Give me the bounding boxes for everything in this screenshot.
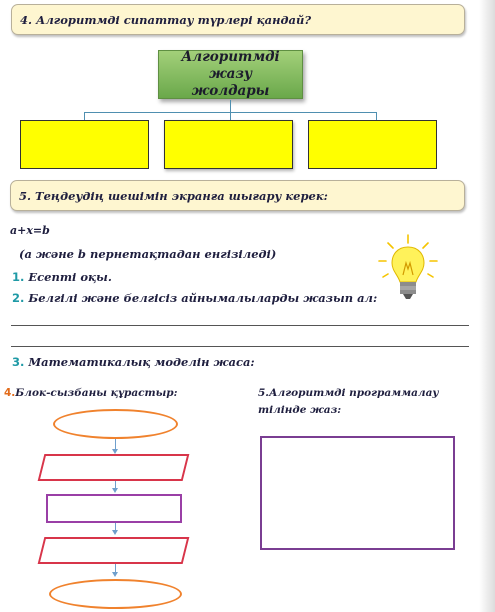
step-2 [12, 291, 377, 305]
flowchart-start-ellipse[interactable] [53, 409, 178, 439]
flowchart-arrow-2 [112, 488, 118, 493]
algorithm-box-line1: Алгоритмді жазу [181, 49, 280, 82]
question-4-box [11, 4, 465, 35]
question-5-text: 5. Теңдеудің шешімін экранға шығару керек: [19, 188, 328, 203]
algorithm-writing-methods-box [158, 50, 303, 99]
answer-box-right[interactable] [308, 120, 437, 169]
flowchart-input-parallelogram[interactable] [38, 454, 190, 481]
program-code-box[interactable] [260, 436, 455, 550]
connector-right [376, 112, 377, 120]
step-4-text: Блок-сызбаны құрастыр: [15, 387, 178, 399]
step-5-line2: тілінде жаз: [258, 404, 342, 416]
step-4 [4, 387, 178, 399]
flowchart-arrow-3 [112, 530, 118, 535]
flowchart-arrow-4 [112, 572, 118, 577]
step-1-number: 1. [12, 270, 25, 284]
question-5-box [10, 180, 465, 211]
step-3-number: 3. [12, 355, 25, 369]
step-1-text: Есепті оқы. [28, 270, 112, 284]
answer-line-2 [11, 346, 469, 347]
answer-box-left[interactable] [20, 120, 149, 169]
answer-box-middle[interactable] [164, 120, 293, 169]
step-3 [12, 355, 255, 369]
question-4-text: 4. Алгоритмді сипаттау түрлері қандай? [20, 12, 312, 27]
equation: a+x=b [10, 224, 50, 237]
flowchart-output-parallelogram[interactable] [38, 537, 190, 564]
step-5-line1: 5.Алгоритмді программалау [258, 387, 439, 399]
lightbulb-icon [375, 233, 441, 303]
page-edge-shadow [479, 0, 495, 612]
step-2-text: Белгілі және белгісіз айнымалыларды жазып ал: [28, 291, 378, 305]
connector-left [84, 112, 85, 120]
algorithm-box-line2: жолдары [191, 83, 270, 99]
step-1 [12, 270, 112, 284]
input-note: (a және b пернетақтадан енгізіледі) [19, 247, 277, 261]
answer-line-1 [11, 325, 469, 326]
step-4-number: 4. [4, 387, 16, 399]
flowchart-end-ellipse[interactable] [49, 579, 182, 609]
connector-stem [230, 100, 231, 112]
step-3-text: Математикалық моделін жаса: [28, 355, 255, 369]
connector-middle [230, 112, 231, 120]
step-2-number: 2. [12, 291, 25, 305]
flowchart-process-rect[interactable] [46, 494, 182, 523]
